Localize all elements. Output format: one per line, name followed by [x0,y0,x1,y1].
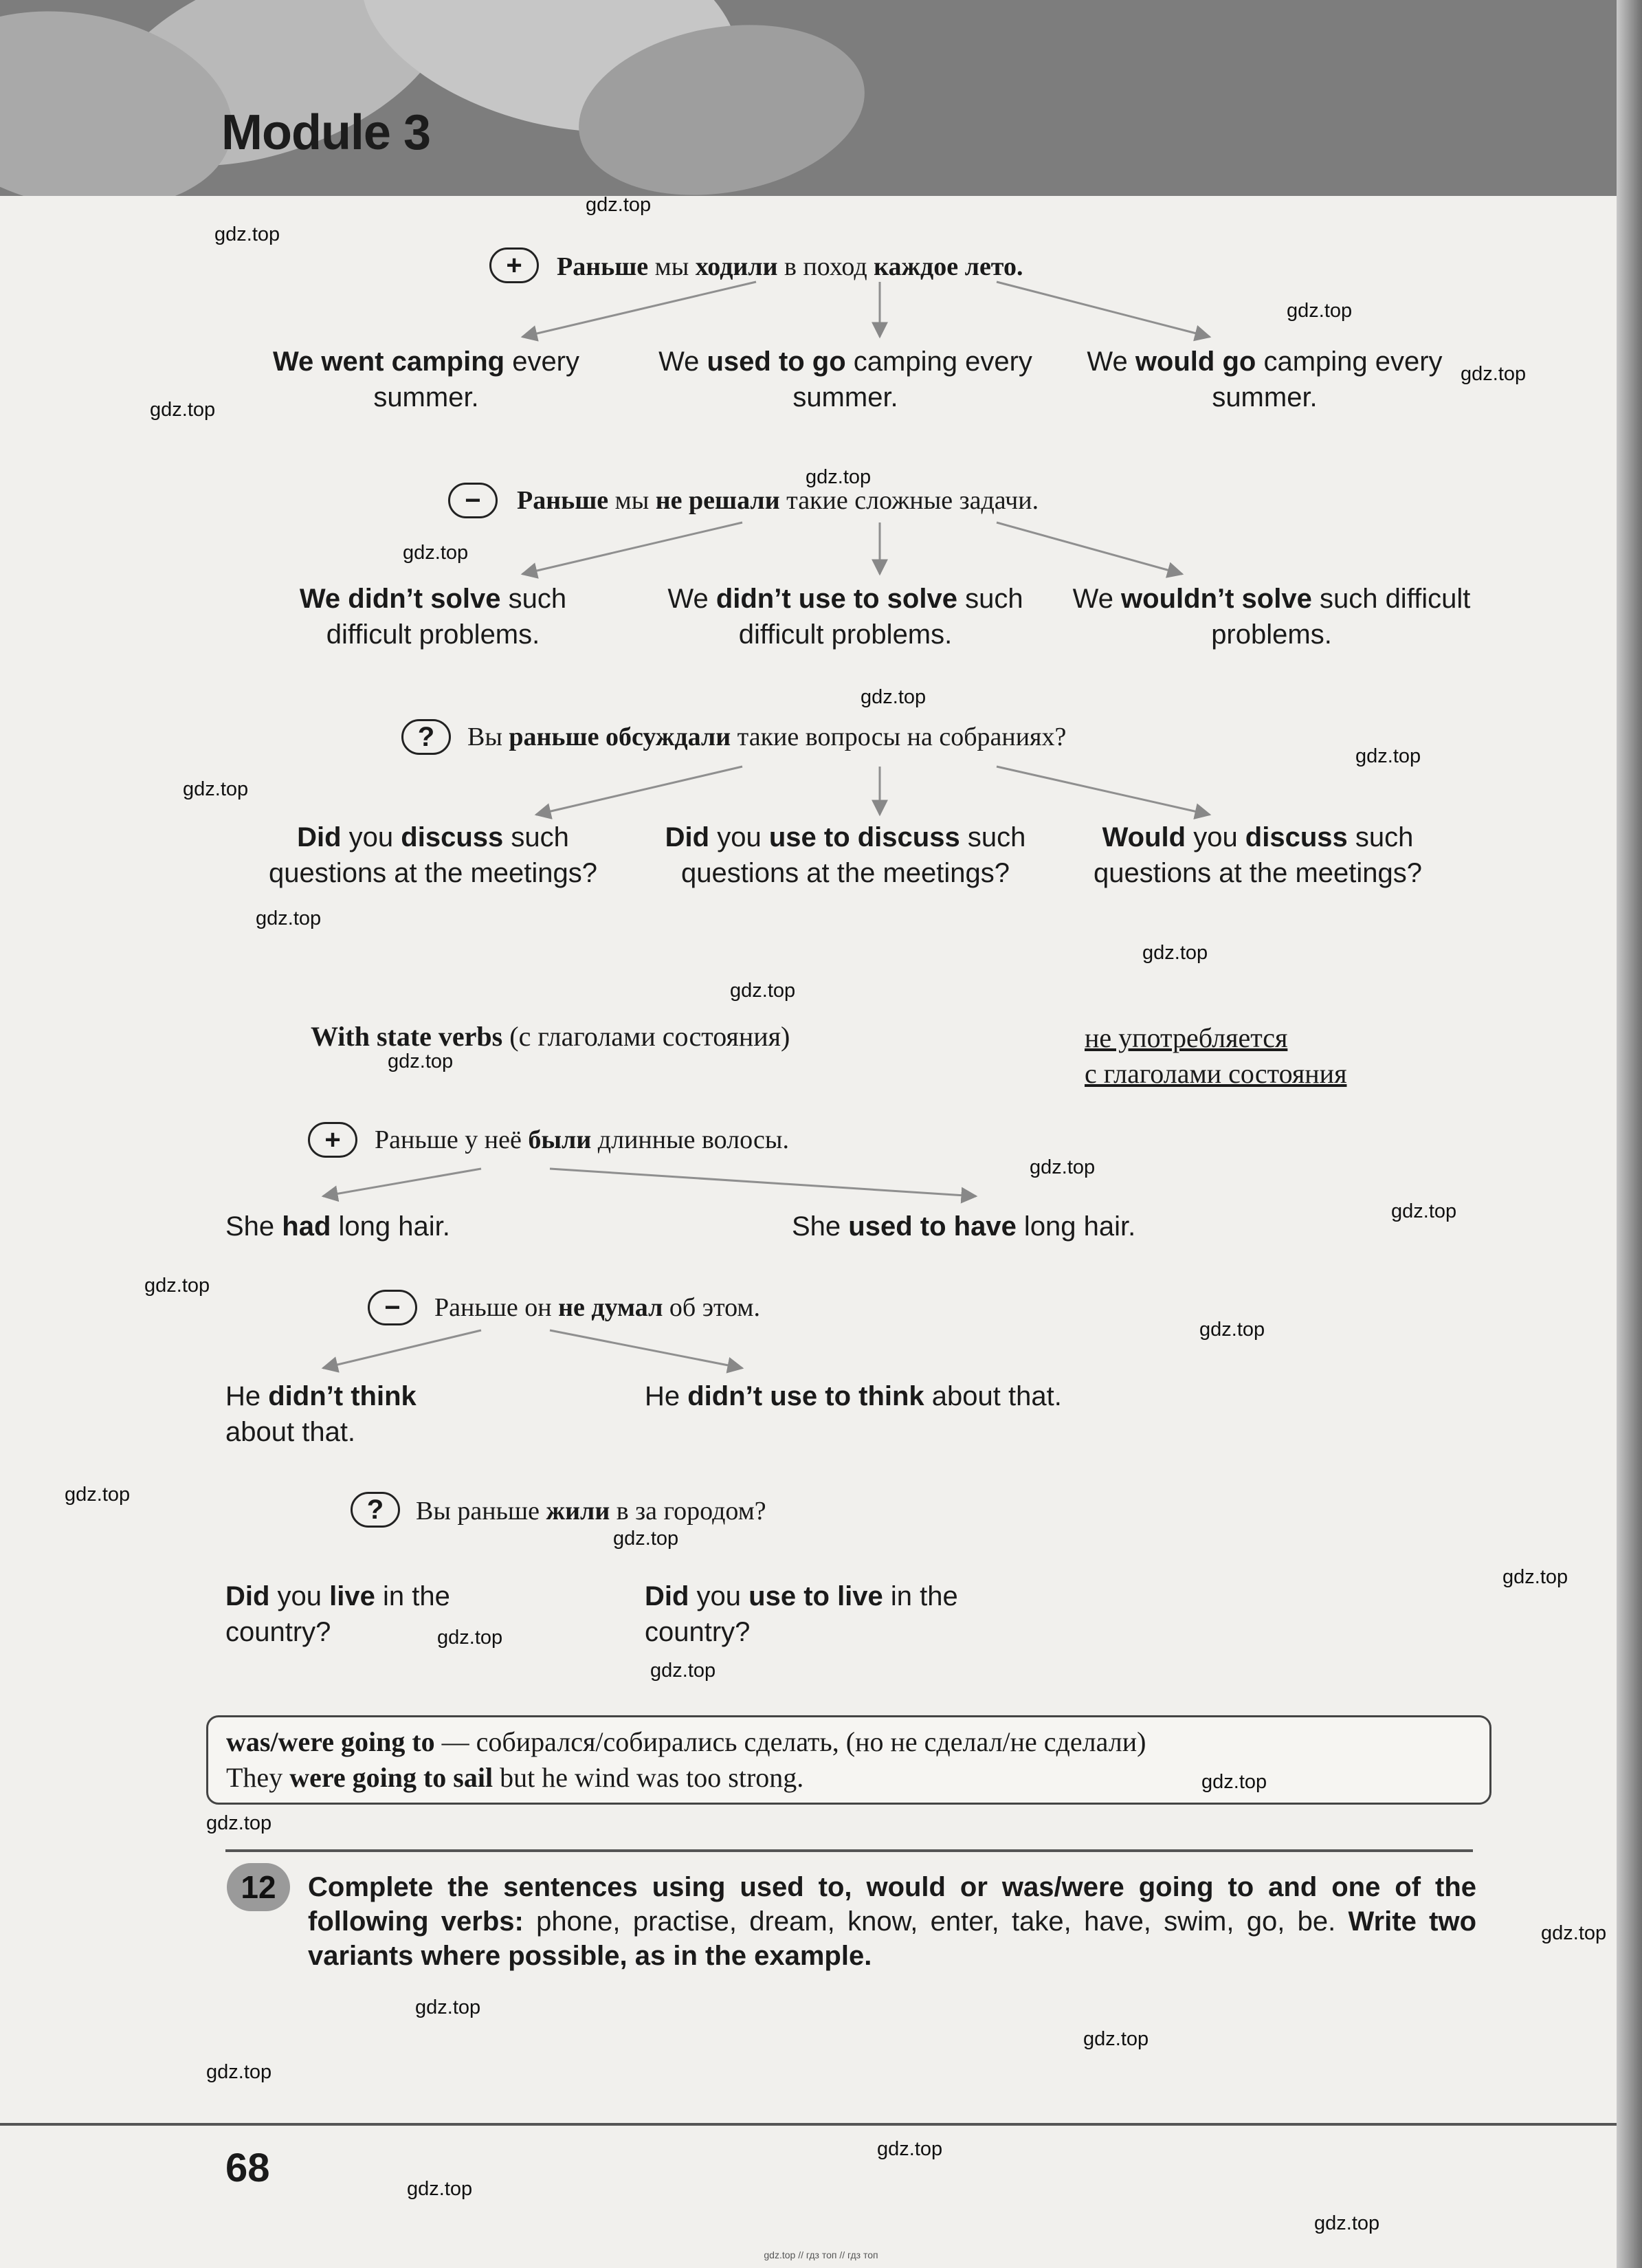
english-variant: We didn’t solve such difficult problems. [299,584,567,650]
question-sign-icon: ? [351,1492,400,1528]
watermark: gdz.top [206,2061,272,2083]
watermark: gdz.top [65,1484,131,1506]
watermark: gdz.top [1287,300,1353,322]
watermark: gdz.top [1199,1319,1265,1341]
page-spine [1617,0,1642,2268]
english-variant: Would you discuss such questions at the meetings? [1093,822,1423,888]
english-variant: He didn’t think about that. [225,1381,417,1447]
russian-example: Вы раньше обсуждали такие вопросы на собраниях? [467,723,1067,751]
watermark: gdz.top [403,542,469,564]
watermark: gdz.top [1461,363,1527,385]
english-variant: She had long hair. [225,1211,450,1242]
bottom-note: gdz.top // гдз топ // гдз топ [764,2249,878,2260]
plus-sign-icon: + [308,1122,357,1158]
english-variant: Did you use to discuss such questions at the meetings? [665,822,1026,888]
english-variant: We wouldn’t solve such difficult problems. [1072,584,1471,650]
plus-sign-icon: + [489,247,539,283]
english-variant: We went camping every summer. [272,346,580,412]
watermark: gdz.top [1030,1156,1096,1178]
state-verbs-label: With state verbs (с глаголами состояния) [311,1021,790,1052]
russian-example: Раньше мы ходили в поход каждое лето. [557,252,1023,281]
watermark: gdz.top [730,980,796,1002]
watermark: gdz.top [1314,2212,1380,2234]
watermark: gdz.top [415,1996,481,2018]
rule-line: was/were going to — собирался/собирались сделать, (но не сделал/не сделали) [226,1726,1146,1757]
watermark: gdz.top [388,1050,454,1072]
rule-example: They were going to sail but he wind was too strong. [226,1762,804,1793]
exercise-number-badge: 12 [227,1863,290,1911]
watermark: gdz.top [1391,1200,1457,1222]
watermark: gdz.top [806,466,872,488]
watermark: gdz.top [214,223,280,245]
minus-sign-icon: − [448,483,498,518]
state-verbs-note: не употребляется с глаголами состояния [1085,1022,1347,1089]
english-variant: He didn’t use to think about that. [645,1381,1062,1411]
divider [225,1849,1473,1852]
watermark: gdz.top [183,778,249,800]
watermark: gdz.top [1201,1771,1267,1793]
watermark: gdz.top [256,907,322,929]
watermark: gdz.top [613,1528,679,1550]
watermark: gdz.top [206,1812,272,1834]
english-variant: Did you use to live in the country? [645,1581,958,1647]
watermark: gdz.top [650,1660,716,1682]
russian-example: Раньше он не думал об этом. [434,1293,760,1322]
english-variant: Did you live in the country? [225,1581,450,1647]
watermark: gdz.top [1142,942,1208,964]
module-title: Module 3 [221,105,431,160]
watermark: gdz.top [150,399,216,421]
russian-example: Раньше мы не решали такие сложные задачи. [517,486,1039,515]
watermark: gdz.top [1083,2028,1149,2050]
watermark: gdz.top [861,686,927,708]
going-to-rule-box [206,1715,1491,1805]
watermark: gdz.top [1541,1922,1607,1944]
footer-rule [0,2123,1622,2126]
watermark: gdz.top [1355,745,1421,767]
watermark: gdz.top [586,194,652,216]
watermark: gdz.top [1502,1566,1568,1588]
watermark: gdz.top [437,1627,503,1649]
minus-sign-icon: − [368,1290,417,1325]
watermark: gdz.top [877,2138,943,2160]
english-variant: She used to have long hair. [792,1211,1136,1242]
english-variant: We would go camping every summer. [1087,346,1443,412]
question-sign-icon: ? [401,719,451,755]
watermark: gdz.top [407,2178,473,2200]
english-variant: Did you discuss such questions at the meetings? [268,822,598,888]
russian-example: Раньше у неё были длинные волосы. [375,1125,789,1154]
exercise-instructions: Complete the sentences using used to, would or was/were going to and one of the following verbs: phone, practise, dream, know, enter, take, have, swim, go, be. Write two variants where possible, as in the example. [308,1872,1476,1971]
page-number: 68 [225,2146,270,2190]
english-variant: We used to go camping every summer. [658,346,1032,412]
russian-example: Вы раньше жили в за городом? [416,1497,766,1526]
english-variant: We didn’t use to solve such difficult problems. [667,584,1023,650]
watermark: gdz.top [144,1275,210,1297]
